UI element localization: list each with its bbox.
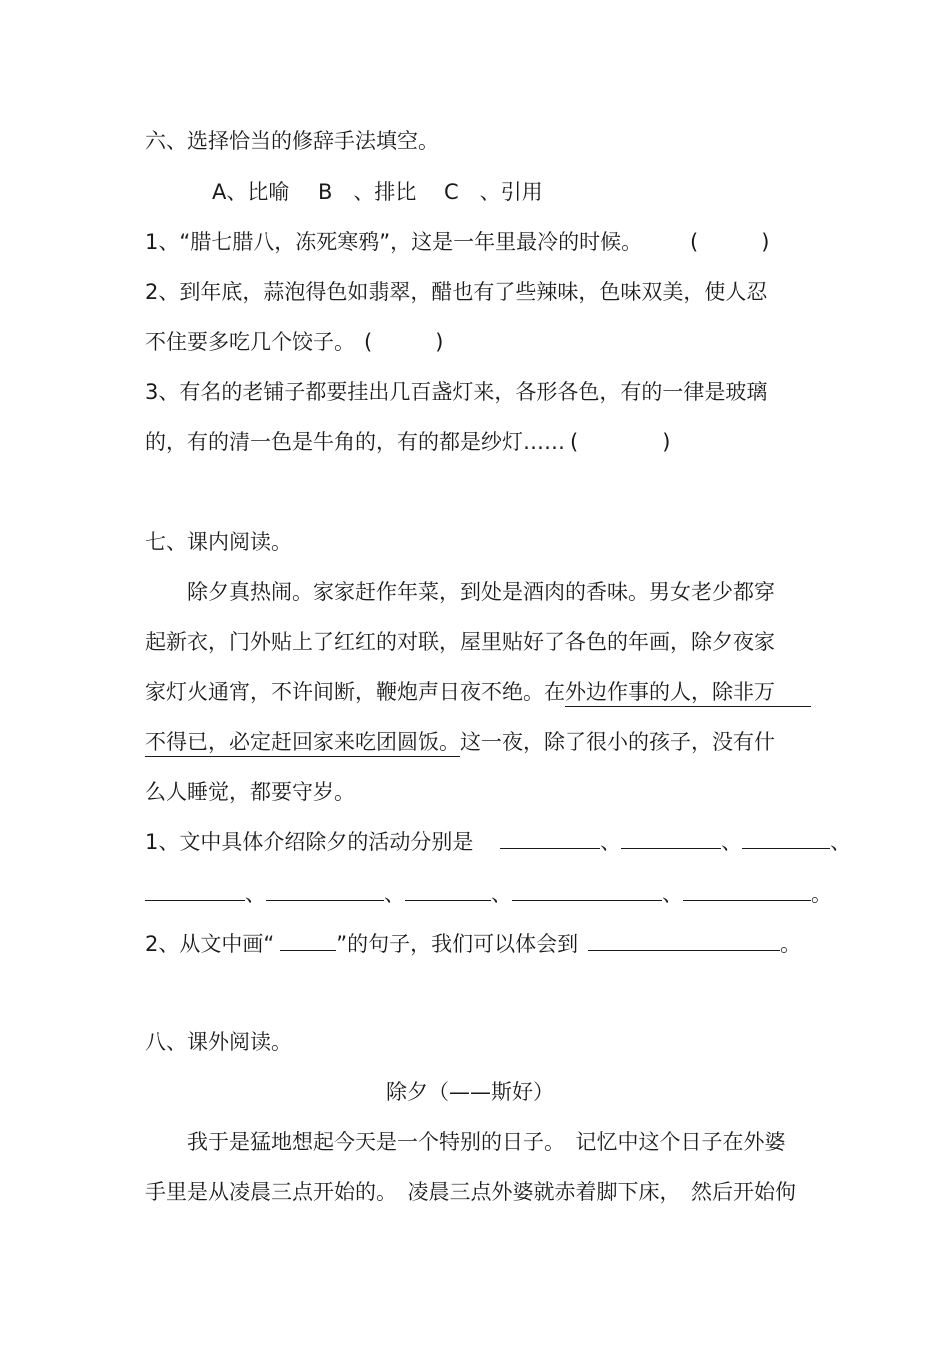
question-1-answer-paren[interactable]: ( )	[690, 230, 770, 254]
reading-question-1	[145, 828, 851, 856]
period: 。	[780, 932, 802, 956]
option-a: A、比喻	[212, 180, 290, 204]
question-2-text-line2: 不住要多吃几个饺子。	[145, 330, 355, 354]
underlined-sentence: 不得已，必定赶回家来吃团圆饭。	[145, 730, 460, 757]
question-3-text-line1: 3、有名的老铺子都要挂出几百盏灯来，各形各色，有的一律是玻璃	[145, 380, 768, 404]
option-b: B 、排比	[318, 180, 417, 204]
passage-text: 这一夜，除了很小的孩子，没有什	[460, 730, 775, 754]
question-text: 1、文中具体介绍除夕的活动分别是	[145, 830, 474, 854]
section-eight-heading: 八、课外阅读。	[145, 1030, 292, 1054]
article-line: 我于是猛地想起今天是一个特别的日子。 记忆中这个日子在外婆	[187, 1130, 786, 1154]
reading-question-2	[145, 930, 801, 958]
question-1-text: 1、“腊七腊八，冻死寒鸦”，这是一年里最冷的时候。	[145, 230, 643, 254]
question-text: ”的句子，我们可以体会到	[336, 932, 579, 956]
answer-blank[interactable]	[588, 930, 780, 951]
separator: 、	[662, 882, 683, 906]
answer-blank[interactable]	[683, 880, 811, 901]
article-line: 手里是从凌晨三点开始的。 凌晨三点外婆就赤着脚下床， 然后开始佝	[145, 1180, 796, 1204]
question-3-text-line2: 的，有的清一色是牛角的，有的都是纱灯……	[145, 430, 565, 454]
reading-question-1-continued	[145, 880, 832, 908]
question-2-text-line1: 2、到年底，蒜泡得色如翡翠，醋也有了些辣味，色味双美，使人忍	[145, 280, 768, 304]
passage-line	[145, 678, 811, 706]
passage-line: 么人睡觉，都要守岁。	[145, 780, 355, 804]
answer-blank[interactable]	[405, 880, 491, 901]
answer-blank[interactable]	[280, 930, 336, 951]
separator: 、	[491, 882, 512, 906]
passage-line: 除夕真热闹。家家赶作年菜，到处是酒肉的香味。男女老少都穿	[187, 580, 775, 604]
question-2-answer-paren[interactable]: ( )	[364, 330, 444, 354]
answer-blank[interactable]	[266, 880, 384, 901]
question-3-answer-paren[interactable]: ( )	[570, 430, 671, 454]
answer-blank[interactable]	[621, 828, 721, 849]
period: 。	[811, 882, 832, 906]
section-seven-heading: 七、课内阅读。	[145, 530, 292, 554]
article-title: 除夕（——斯好）	[386, 1080, 554, 1104]
passage-text: 家灯火通宵，不许间断，鞭炮声日夜不绝。在	[145, 680, 565, 704]
passage-line: 起新衣，门外贴上了红红的对联，屋里贴好了各色的年画，除夕夜家	[145, 630, 775, 654]
separator: 、	[830, 830, 852, 854]
separator: 、	[721, 830, 743, 854]
question-text: 2、从文中画“	[145, 932, 275, 956]
separator: 、	[384, 882, 405, 906]
passage-line	[145, 728, 775, 756]
answer-blank[interactable]	[500, 828, 600, 849]
section-six-heading: 六、选择恰当的修辞手法填空。	[145, 129, 439, 153]
answer-blank[interactable]	[742, 828, 830, 849]
answer-blank[interactable]	[145, 880, 245, 901]
separator: 、	[600, 830, 622, 854]
underlined-sentence: 外边作事的人，除非万	[565, 680, 811, 707]
option-c: C 、引用	[444, 180, 543, 204]
separator: 、	[245, 882, 266, 906]
answer-blank[interactable]	[512, 880, 662, 901]
